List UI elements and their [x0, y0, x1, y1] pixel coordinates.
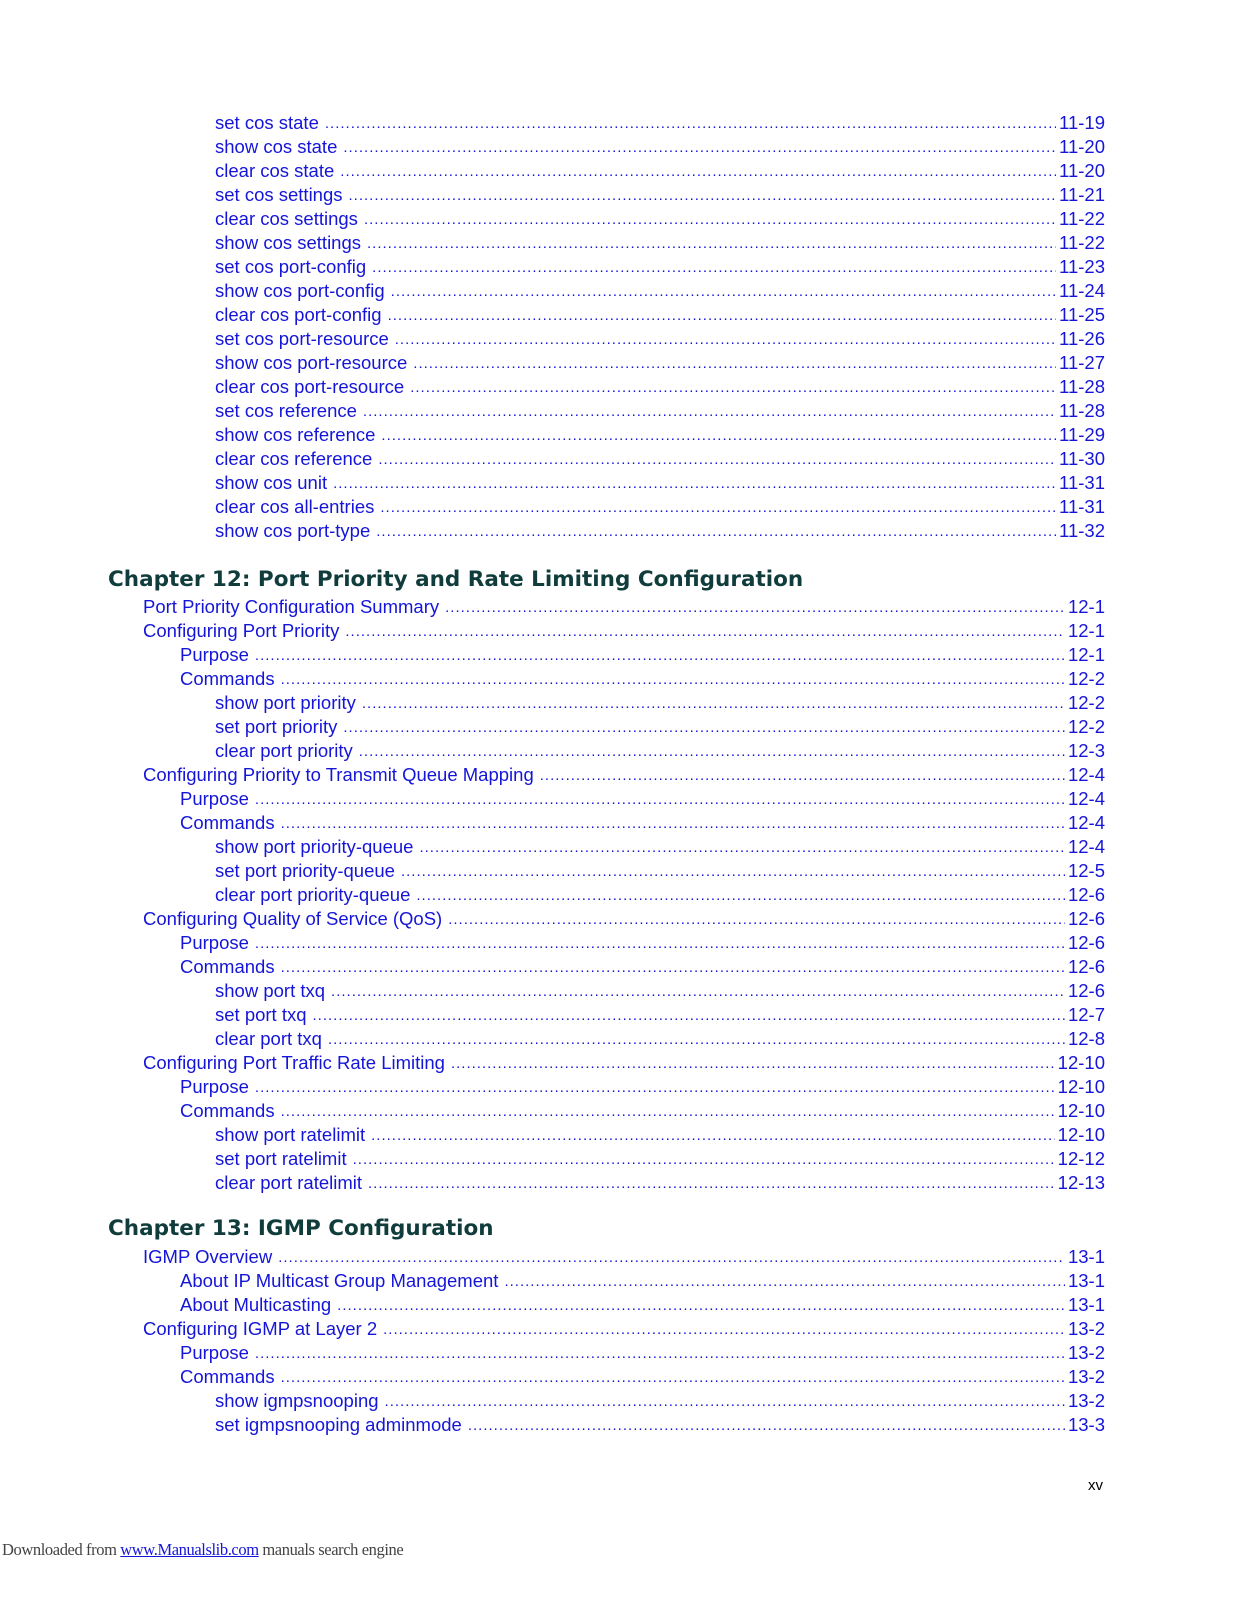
- toc-leader-dots: [378, 450, 1056, 470]
- toc-entry-label: set cos reference: [215, 400, 357, 421]
- toc-entry-page: 12-6: [1067, 980, 1105, 1001]
- toc-entry-page: 13-1: [1067, 1270, 1105, 1291]
- toc-entry-label: set cos settings: [215, 184, 343, 205]
- toc-entry-page: 11-31: [1059, 472, 1105, 493]
- toc-entry-page: 12-5: [1067, 860, 1105, 881]
- toc-leader-dots: [371, 1126, 1055, 1146]
- toc-entry-label: show cos unit: [215, 472, 328, 493]
- toc-entry-page: 13-3: [1067, 1414, 1105, 1435]
- chapter-12-heading: Chapter 12: Port Priority and Rate Limiting Configuration: [108, 567, 804, 592]
- toc-entry-page: 11-26: [1059, 328, 1105, 349]
- toc-leader-dots: [364, 210, 1056, 230]
- toc-entry[interactable]: [215, 422, 1105, 446]
- toc-entry-page: 12-6: [1067, 956, 1105, 977]
- toc-entry[interactable]: [180, 1268, 1105, 1292]
- toc-entry-label: show cos port-type: [215, 520, 371, 541]
- footer-suffix: manuals search engine: [258, 1540, 404, 1559]
- toc-entry-page: 12-2: [1067, 668, 1105, 689]
- toc-entry-page: 12-7: [1067, 1004, 1105, 1025]
- toc-entry-label: show cos port-config: [215, 280, 385, 301]
- toc-leader-dots: [376, 522, 1056, 542]
- toc-entry-label: Commands: [180, 812, 275, 833]
- toc-entry-page: 11-20: [1059, 136, 1105, 157]
- toc-entry[interactable]: [215, 1146, 1105, 1170]
- toc-leader-dots: [383, 1320, 1065, 1340]
- toc-entry[interactable]: [143, 762, 1105, 786]
- toc-entry-label: Configuring Quality of Service (QoS): [143, 908, 443, 929]
- toc-entry[interactable]: [180, 786, 1105, 810]
- toc-entry-page: 12-4: [1067, 812, 1105, 833]
- toc-leader-dots: [391, 282, 1056, 302]
- toc-entry-label: clear port priority: [215, 740, 353, 761]
- toc-leader-dots: [368, 1174, 1055, 1194]
- toc-entry[interactable]: [215, 446, 1105, 470]
- toc-entry-label: About Multicasting: [180, 1294, 332, 1315]
- toc-entry-label: Commands: [180, 956, 275, 977]
- toc-entry-label: show port priority: [215, 692, 356, 713]
- toc-entry[interactable]: [180, 1292, 1105, 1316]
- toc-entry-page: 11-20: [1059, 160, 1105, 181]
- toc-leader-dots: [340, 162, 1056, 182]
- toc-entry[interactable]: [215, 254, 1105, 278]
- toc-entry[interactable]: [180, 1098, 1105, 1122]
- toc-entry[interactable]: [180, 1364, 1105, 1388]
- toc-entry-page: 11-22: [1059, 232, 1105, 253]
- toc-entry-page: 12-8: [1067, 1028, 1105, 1049]
- toc-leader-dots: [381, 426, 1056, 446]
- toc-entry-label: clear port txq: [215, 1028, 322, 1049]
- toc-entry-page: 13-2: [1067, 1390, 1105, 1411]
- toc-entry[interactable]: [180, 930, 1105, 954]
- manualslib-link[interactable]: www.Manualslib.com: [120, 1540, 259, 1559]
- toc-entry-label: clear cos port-resource: [215, 376, 405, 397]
- toc-entry[interactable]: [215, 158, 1105, 182]
- toc-entry-page: 12-4: [1067, 764, 1105, 785]
- toc-entry[interactable]: [215, 1170, 1105, 1194]
- toc-entry[interactable]: [215, 206, 1105, 230]
- toc-leader-dots: [448, 910, 1065, 930]
- toc-entry-page: 12-13: [1057, 1172, 1105, 1193]
- toc-entry[interactable]: [143, 618, 1105, 642]
- toc-entry-page: 11-23: [1059, 256, 1105, 277]
- toc-entry[interactable]: [215, 1002, 1105, 1026]
- toc-entry-page: 12-10: [1057, 1100, 1105, 1121]
- toc-leader-dots: [281, 670, 1065, 690]
- toc-leader-dots: [281, 1368, 1065, 1388]
- toc-entry[interactable]: [215, 738, 1105, 762]
- toc-entry-label: set port priority-queue: [215, 860, 395, 881]
- toc-leader-dots: [255, 1078, 1055, 1098]
- toc-entry-label: Purpose: [180, 1342, 249, 1363]
- toc-entry-label: set port priority: [215, 716, 338, 737]
- toc-leader-dots: [255, 790, 1065, 810]
- toc-entry-label: show cos settings: [215, 232, 362, 253]
- toc-entry[interactable]: [215, 882, 1105, 906]
- toc-entry-page: 11-28: [1059, 376, 1105, 397]
- toc-entry[interactable]: [215, 1026, 1105, 1050]
- toc-entry-label: Configuring Port Traffic Rate Limiting: [143, 1052, 445, 1073]
- toc-entry-page: 12-1: [1067, 644, 1105, 665]
- toc-entry-page: 12-2: [1067, 692, 1105, 713]
- toc-entry-page: 12-1: [1067, 620, 1105, 641]
- toc-entry-label: Commands: [180, 668, 275, 689]
- toc-entry-label: Purpose: [180, 788, 249, 809]
- toc-entry-page: 12-10: [1057, 1076, 1105, 1097]
- toc-leader-dots: [362, 694, 1065, 714]
- toc-entry-page: 12-6: [1067, 908, 1105, 929]
- toc-entry-page: 11-32: [1059, 520, 1105, 541]
- toc-entry-label: clear cos reference: [215, 448, 373, 469]
- toc-entry-page: 11-29: [1059, 424, 1105, 445]
- toc-entry[interactable]: [215, 978, 1105, 1002]
- toc-entry-page: 11-19: [1059, 112, 1105, 133]
- toc-entry-label: Configuring Priority to Transmit Queue Mapping: [143, 764, 534, 785]
- toc-entry[interactable]: [215, 134, 1105, 158]
- toc-entry-page: 12-10: [1057, 1052, 1105, 1073]
- toc-entry[interactable]: [180, 1340, 1105, 1364]
- download-footer: [2, 1540, 403, 1560]
- toc-leader-dots: [345, 622, 1065, 642]
- toc-entry[interactable]: [143, 1316, 1105, 1340]
- toc-entry-label: Commands: [180, 1100, 275, 1121]
- toc-entry[interactable]: [215, 1122, 1105, 1146]
- page-number: xv: [1088, 1477, 1103, 1494]
- toc-leader-dots: [333, 474, 1056, 494]
- toc-entry-page: 13-2: [1067, 1318, 1105, 1339]
- toc-entry-label: clear cos state: [215, 160, 335, 181]
- toc-entry-label: set cos state: [215, 112, 319, 133]
- toc-entry-page: 11-22: [1059, 208, 1105, 229]
- toc-leader-dots: [540, 766, 1065, 786]
- toc-leader-dots: [281, 958, 1065, 978]
- toc-entry-label: set port txq: [215, 1004, 307, 1025]
- toc-entry[interactable]: [215, 690, 1105, 714]
- footer-prefix: Downloaded from: [2, 1540, 121, 1559]
- toc-entry-page: 11-30: [1059, 448, 1105, 469]
- toc-entry-page: 11-21: [1059, 184, 1105, 205]
- toc-leader-dots: [419, 838, 1065, 858]
- toc-leader-dots: [337, 1296, 1065, 1316]
- toc-entry-label: clear port priority-queue: [215, 884, 411, 905]
- toc-leader-dots: [395, 330, 1056, 350]
- toc-entry-page: 11-24: [1059, 280, 1105, 301]
- toc-entry-label: clear cos all-entries: [215, 496, 375, 517]
- toc-leader-dots: [359, 742, 1065, 762]
- toc-leader-dots: [349, 186, 1057, 206]
- toc-entry-page: 12-3: [1067, 740, 1105, 761]
- toc-entry-label: show cos state: [215, 136, 338, 157]
- toc-leader-dots: [281, 1102, 1055, 1122]
- toc-leader-dots: [451, 1054, 1055, 1074]
- toc-leader-dots: [313, 1006, 1065, 1026]
- toc-entry-label: set port ratelimit: [215, 1148, 347, 1169]
- toc-entry-page: 12-10: [1057, 1124, 1105, 1145]
- toc-entry[interactable]: [215, 1412, 1105, 1436]
- toc-leader-dots: [343, 718, 1065, 738]
- toc-entry-page: 12-12: [1057, 1148, 1105, 1169]
- toc-entry-page: 13-2: [1067, 1366, 1105, 1387]
- toc-leader-dots: [255, 646, 1065, 666]
- toc-entry-page: 13-1: [1067, 1246, 1105, 1267]
- toc-leader-dots: [328, 1030, 1065, 1050]
- toc-entry[interactable]: [215, 110, 1105, 134]
- toc-entry[interactable]: [215, 470, 1105, 494]
- toc-entry[interactable]: [215, 1388, 1105, 1412]
- toc-entry[interactable]: [215, 518, 1105, 542]
- toc-leader-dots: [401, 862, 1065, 882]
- toc-entry[interactable]: [215, 834, 1105, 858]
- toc-entry[interactable]: [215, 398, 1105, 422]
- toc-entry-label: clear port ratelimit: [215, 1172, 363, 1193]
- toc-entry[interactable]: [143, 594, 1105, 618]
- toc-entry[interactable]: [215, 302, 1105, 326]
- toc-leader-dots: [325, 114, 1056, 134]
- toc-leader-dots: [385, 1392, 1065, 1412]
- toc-leader-dots: [367, 234, 1056, 254]
- toc-entry[interactable]: [215, 350, 1105, 374]
- toc-entry[interactable]: [180, 1074, 1105, 1098]
- toc-entry[interactable]: [215, 326, 1105, 350]
- toc-entry-label: clear cos settings: [215, 208, 358, 229]
- toc-leader-dots: [353, 1150, 1055, 1170]
- toc-leader-dots: [331, 982, 1065, 1002]
- toc-entry[interactable]: [215, 714, 1105, 738]
- toc-leader-dots: [278, 1248, 1065, 1268]
- toc-entry[interactable]: [215, 278, 1105, 302]
- toc-entry-label: Configuring IGMP at Layer 2: [143, 1318, 378, 1339]
- toc-entry-page: 11-27: [1059, 352, 1105, 373]
- toc-entry-page: 12-4: [1067, 788, 1105, 809]
- toc-entry-label: set cos port-resource: [215, 328, 389, 349]
- toc-entry-page: 11-28: [1059, 400, 1105, 421]
- toc-entry[interactable]: [215, 858, 1105, 882]
- toc-leader-dots: [363, 402, 1056, 422]
- toc-entry-page: 13-2: [1067, 1342, 1105, 1363]
- toc-entry[interactable]: [215, 374, 1105, 398]
- chapter-13-heading: Chapter 13: IGMP Configuration: [108, 1216, 494, 1241]
- toc-entry-page: 13-1: [1067, 1294, 1105, 1315]
- toc-entry-label: show port priority-queue: [215, 836, 414, 857]
- toc-leader-dots: [413, 354, 1056, 374]
- toc-entry-label: show igmpsnooping: [215, 1390, 379, 1411]
- toc-leader-dots: [380, 498, 1056, 518]
- toc-entry-label: About IP Multicast Group Management: [180, 1270, 499, 1291]
- toc-entry-page: 12-1: [1067, 596, 1105, 617]
- toc-entry-label: Purpose: [180, 644, 249, 665]
- toc-entry-label: show port txq: [215, 980, 326, 1001]
- toc-leader-dots: [416, 886, 1065, 906]
- toc-entry-page: 12-2: [1067, 716, 1105, 737]
- toc-entry[interactable]: [215, 182, 1105, 206]
- toc-leader-dots: [388, 306, 1056, 326]
- toc-leader-dots: [255, 1344, 1065, 1364]
- toc-entry-label: set cos port-config: [215, 256, 367, 277]
- toc-entry-label: Port Priority Configuration Summary: [143, 596, 440, 617]
- toc-entry-label: show cos port-resource: [215, 352, 408, 373]
- toc-entry-label: IGMP Overview: [143, 1246, 273, 1267]
- toc-entry[interactable]: [215, 230, 1105, 254]
- toc-entry-label: clear cos port-config: [215, 304, 382, 325]
- toc-entry[interactable]: [143, 1050, 1105, 1074]
- toc-entry-page: 12-6: [1067, 932, 1105, 953]
- toc-entry-page: 12-6: [1067, 884, 1105, 905]
- toc-entry-label: Commands: [180, 1366, 275, 1387]
- toc-entry-label: show port ratelimit: [215, 1124, 366, 1145]
- toc-leader-dots: [445, 598, 1065, 618]
- toc-entry-label: show cos reference: [215, 424, 376, 445]
- toc-entry-page: 11-31: [1059, 496, 1105, 517]
- toc-entry-label: Configuring Port Priority: [143, 620, 340, 641]
- toc-entry-label: Purpose: [180, 932, 249, 953]
- toc-leader-dots: [468, 1416, 1065, 1436]
- toc-leader-dots: [504, 1272, 1065, 1292]
- toc-entry-label: set igmpsnooping adminmode: [215, 1414, 462, 1435]
- toc-entry-label: Purpose: [180, 1076, 249, 1097]
- toc-leader-dots: [343, 138, 1056, 158]
- toc-entry-page: 12-4: [1067, 836, 1105, 857]
- toc-entry-page: 11-25: [1059, 304, 1105, 325]
- toc-entry[interactable]: [180, 642, 1105, 666]
- toc-entry[interactable]: [215, 494, 1105, 518]
- toc-entry[interactable]: [180, 810, 1105, 834]
- toc-leader-dots: [372, 258, 1056, 278]
- toc-leader-dots: [410, 378, 1056, 398]
- toc-leader-dots: [255, 934, 1065, 954]
- toc-entry[interactable]: [180, 666, 1105, 690]
- toc-entry[interactable]: [180, 954, 1105, 978]
- toc-entry[interactable]: [143, 1244, 1105, 1268]
- toc-leader-dots: [281, 814, 1065, 834]
- toc-entry[interactable]: [143, 906, 1105, 930]
